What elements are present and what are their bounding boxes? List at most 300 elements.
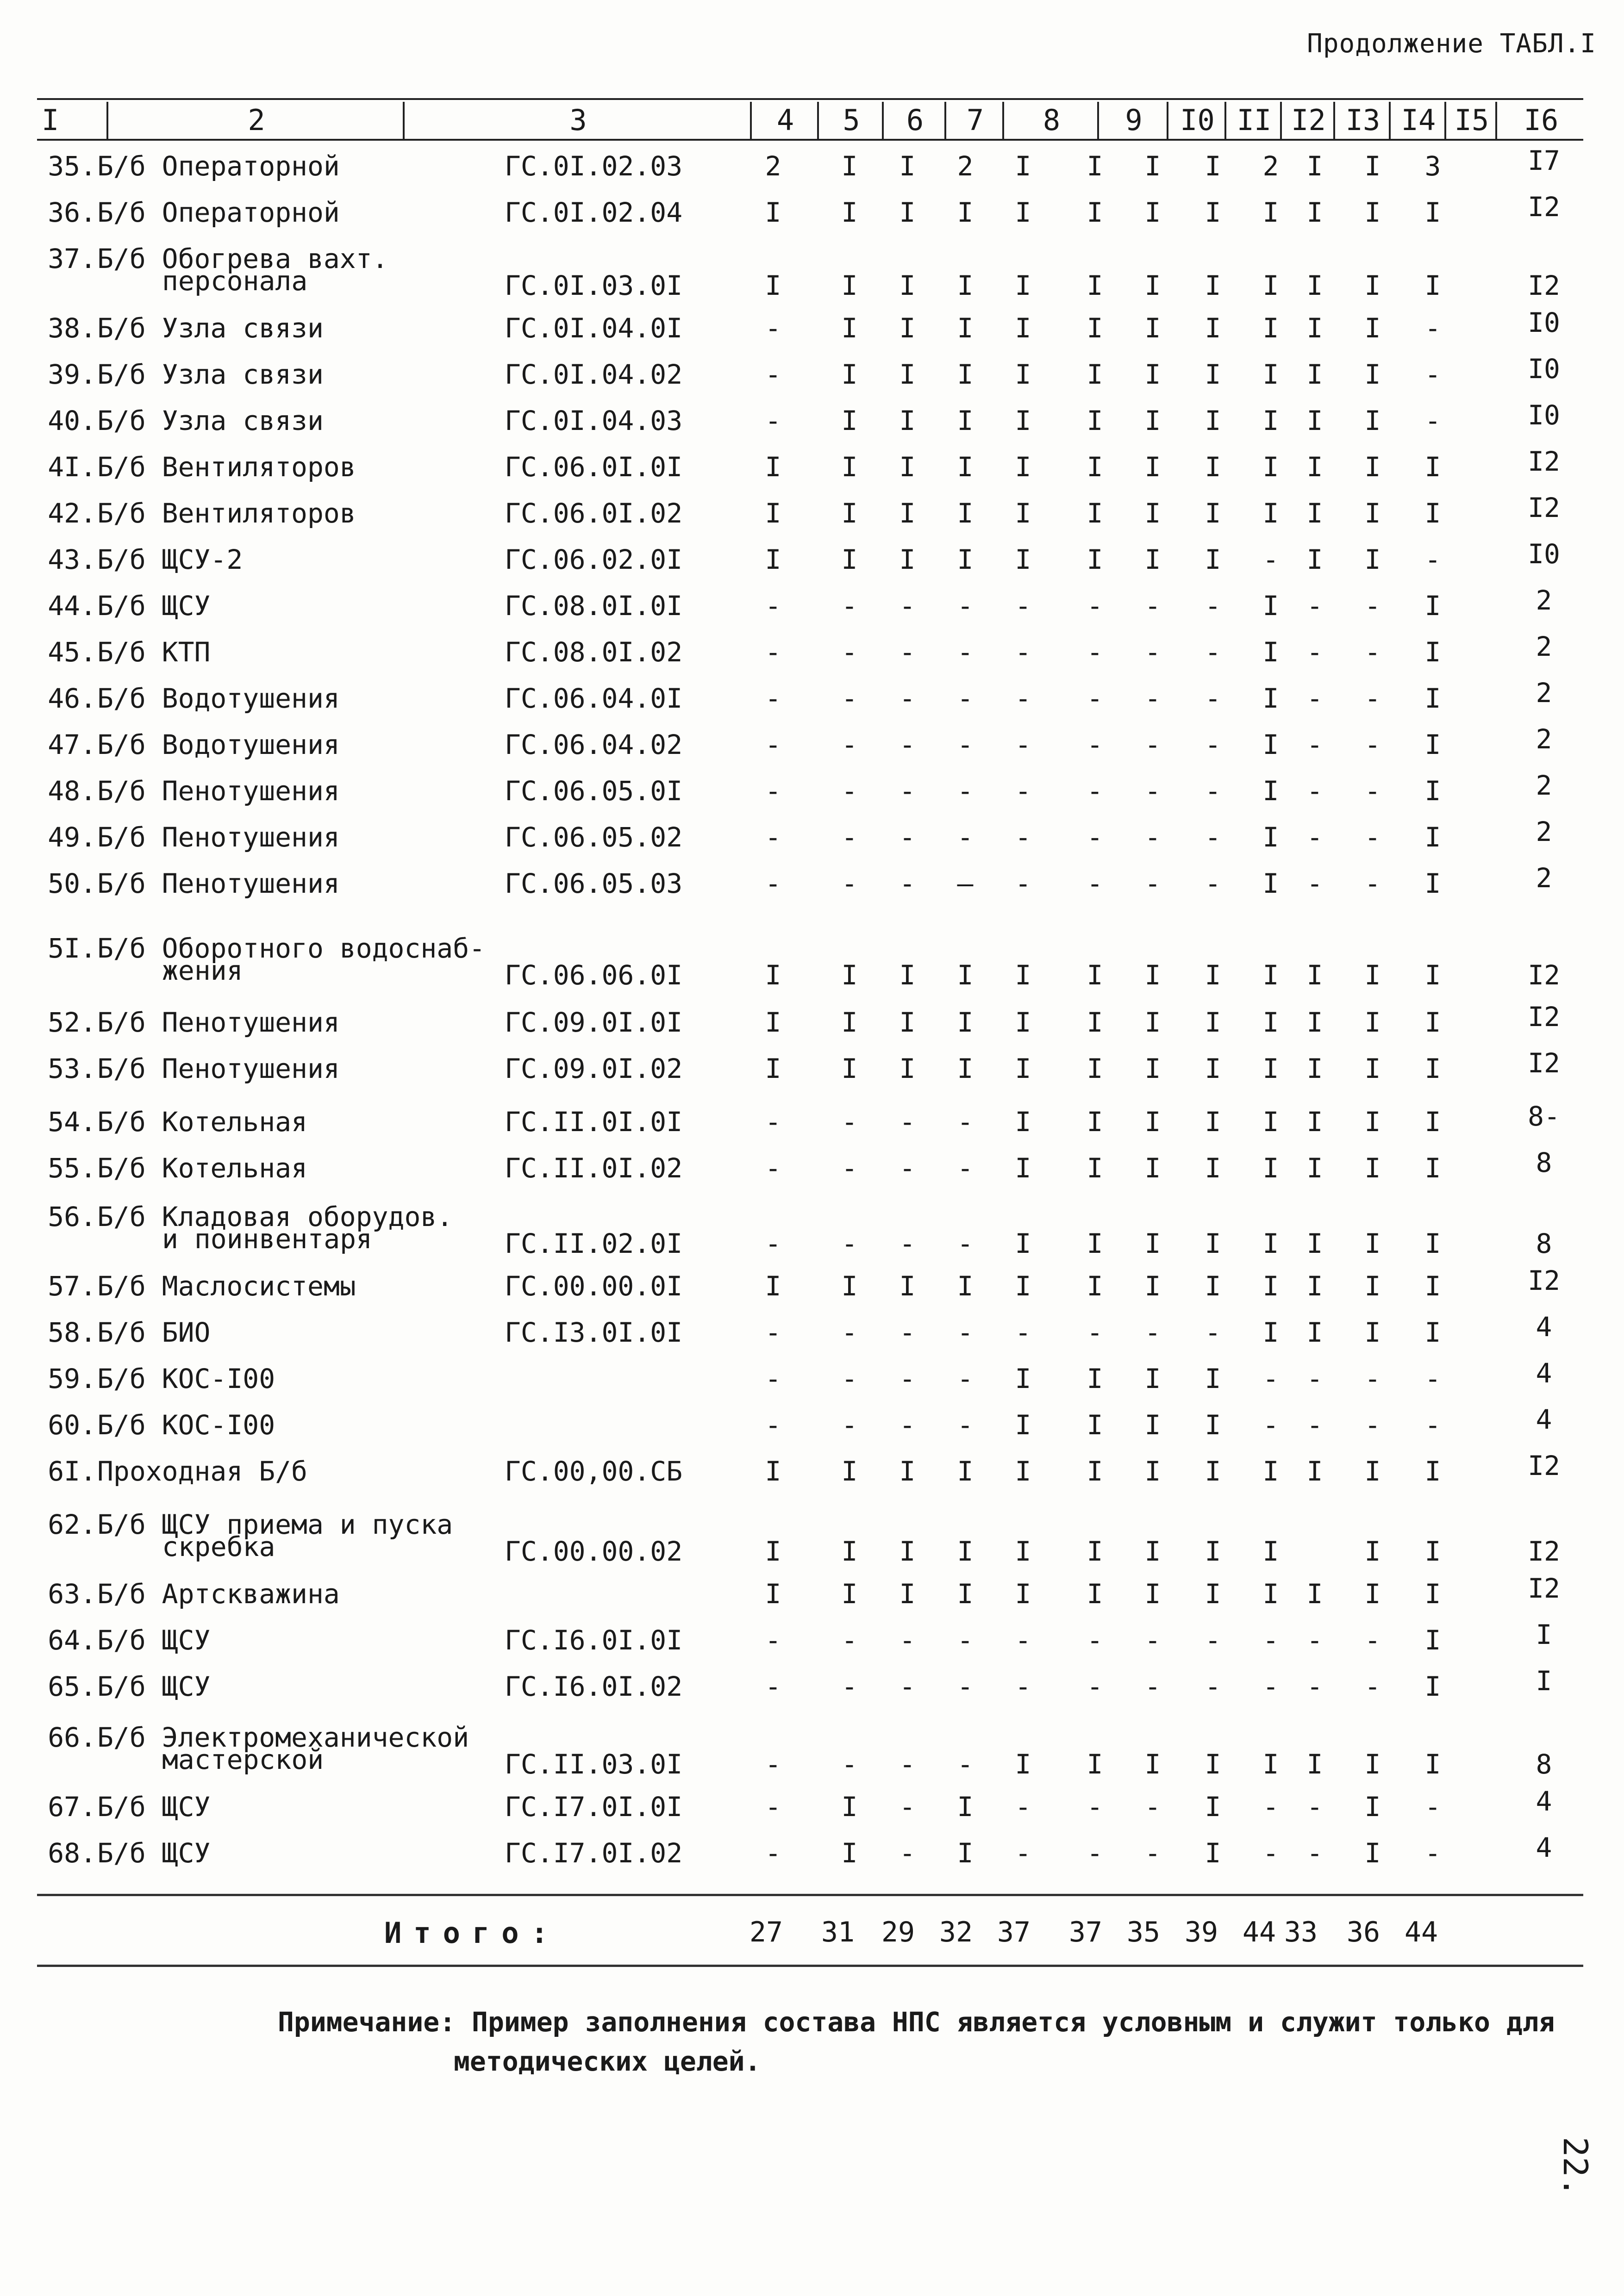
cell-col-9: - xyxy=(1087,1624,1103,1656)
cell-col-14: I xyxy=(1364,359,1381,390)
object-code: ГС.06.04.02 xyxy=(505,729,683,760)
cell-col-10: I xyxy=(1144,1106,1161,1138)
cell-col-10: I xyxy=(1144,359,1161,390)
row-total: I2 xyxy=(1528,492,1560,523)
cell-col-7: I xyxy=(957,312,974,344)
row-total: 4 xyxy=(1536,1357,1552,1389)
cell-col-10: I xyxy=(1144,405,1161,436)
row-total: I2 xyxy=(1528,1047,1560,1079)
cell-col-15: I xyxy=(1424,197,1441,228)
row-total: 2 xyxy=(1536,862,1552,894)
cell-col-11: I xyxy=(1205,1106,1221,1138)
cell-col-15: - xyxy=(1424,1409,1441,1441)
cell-col-5: I xyxy=(841,1270,858,1302)
object-name: Б/б ЩСУ xyxy=(97,1837,211,1869)
cell-col-10: I xyxy=(1144,1270,1161,1302)
object-code: ГС.00,00.СБ xyxy=(505,1456,683,1487)
cell-col-5: I xyxy=(841,544,858,575)
cell-col-15: I xyxy=(1424,1007,1441,1038)
cell-col-14: I xyxy=(1364,197,1381,228)
header-col-2: 2 xyxy=(106,102,405,139)
cell-col-7: - xyxy=(957,1228,974,1259)
cell-col-11: I xyxy=(1205,1152,1221,1184)
header-col-8: 8 xyxy=(1002,102,1099,139)
cell-col-11: I xyxy=(1205,1837,1221,1869)
cell-col-14: - xyxy=(1364,775,1381,807)
object-code: ГС.II.02.0I xyxy=(505,1228,683,1259)
row-number: 53. xyxy=(48,1053,96,1084)
cell-col-8: I xyxy=(1015,359,1031,390)
note-line-1: Примечание: Пример заполнения состава НПС является условным и служит только для xyxy=(278,2006,1555,2038)
cell-col-14: I xyxy=(1364,1578,1381,1610)
object-name: Б/б КОС-I00 xyxy=(97,1409,275,1441)
cell-col-6: - xyxy=(899,636,916,668)
cell-col-15: - xyxy=(1424,1837,1441,1869)
cell-col-11: I xyxy=(1205,1456,1221,1487)
cell-col-9: I xyxy=(1087,1007,1103,1038)
row-number: 54. xyxy=(48,1106,96,1138)
cell-col-7: - xyxy=(957,1624,974,1656)
object-name: Б/б Узла связи xyxy=(97,405,324,436)
cell-col-7: I xyxy=(957,1578,974,1610)
header-col-7: 7 xyxy=(944,102,1004,139)
table-header xyxy=(37,102,1583,139)
cell-col-9: I xyxy=(1087,405,1103,436)
cell-col-5: I xyxy=(841,312,858,344)
cell-col-4: - xyxy=(765,1748,781,1780)
cell-col-4: - xyxy=(765,359,781,390)
cell-col-11: I xyxy=(1205,1791,1221,1823)
cell-col-5: - xyxy=(841,1409,858,1441)
cell-col-15: I xyxy=(1424,498,1441,529)
cell-col-7: I xyxy=(957,1270,974,1302)
total-col-13: 33 xyxy=(1284,1916,1318,1948)
cell-col-15: I xyxy=(1424,1748,1441,1780)
cell-col-6: I xyxy=(899,150,916,182)
cell-col-11: - xyxy=(1205,1624,1221,1656)
cell-col-12: I xyxy=(1262,1536,1279,1567)
cell-col-4: - xyxy=(765,1791,781,1823)
cell-col-8: - xyxy=(1015,821,1031,853)
row-total: I2 xyxy=(1528,1001,1560,1033)
row-number: 57. xyxy=(48,1270,96,1302)
object-name: Б/б Водотушения xyxy=(97,683,340,714)
row-total: 2 xyxy=(1536,816,1552,847)
cell-col-15: I xyxy=(1424,868,1441,899)
cell-col-13: I xyxy=(1306,1578,1323,1610)
cell-col-10: I xyxy=(1144,1053,1161,1084)
cell-col-8: I xyxy=(1015,1578,1031,1610)
header-top-rule xyxy=(37,98,1583,100)
continuation-label: Продолжение ТАБЛ.I xyxy=(1307,29,1596,59)
row-number: 62. xyxy=(48,1509,96,1540)
cell-col-5: I xyxy=(841,498,858,529)
object-name: Б/б Пенотушения xyxy=(97,868,340,899)
cell-col-12: - xyxy=(1262,1363,1279,1394)
object-code: ГС.I6.0I.02 xyxy=(505,1671,683,1702)
cell-col-5: I xyxy=(841,150,858,182)
object-code: ГС.I3.0I.0I xyxy=(505,1317,683,1348)
cell-col-9: I xyxy=(1087,1270,1103,1302)
cell-col-9: - xyxy=(1087,683,1103,714)
cell-col-10: I xyxy=(1144,451,1161,483)
cell-col-12: I xyxy=(1262,1456,1279,1487)
cell-col-14: - xyxy=(1364,590,1381,622)
row-number: 46. xyxy=(48,683,96,714)
total-col-6: 29 xyxy=(881,1916,915,1948)
row-total: I xyxy=(1536,1665,1552,1697)
cell-col-11: - xyxy=(1205,868,1221,899)
cell-col-14: I xyxy=(1364,312,1381,344)
cell-col-14: - xyxy=(1364,1624,1381,1656)
header-col-3: 3 xyxy=(403,102,752,139)
cell-col-5: I xyxy=(841,1007,858,1038)
cell-col-6: - xyxy=(899,1317,916,1348)
row-number: 68. xyxy=(48,1837,96,1869)
cell-col-7: - xyxy=(957,1317,974,1348)
cell-col-4: - xyxy=(765,1409,781,1441)
cell-col-11: I xyxy=(1205,451,1221,483)
cell-col-13: - xyxy=(1306,683,1323,714)
cell-col-7: I xyxy=(957,1791,974,1823)
header-col-1: I xyxy=(42,103,59,137)
cell-col-12: I xyxy=(1262,590,1279,622)
cell-col-15: I xyxy=(1424,1578,1441,1610)
cell-col-15: I xyxy=(1424,1671,1441,1702)
cell-col-6: I xyxy=(899,451,916,483)
cell-col-8: I xyxy=(1015,150,1031,182)
cell-col-13: I xyxy=(1306,312,1323,344)
row-number: 63. xyxy=(48,1578,96,1610)
cell-col-12: - xyxy=(1262,1624,1279,1656)
cell-col-12: 2 xyxy=(1262,150,1279,182)
cell-col-10: - xyxy=(1144,868,1161,899)
cell-col-14: I xyxy=(1364,405,1381,436)
cell-col-4: - xyxy=(765,1152,781,1184)
cell-col-5: I xyxy=(841,1456,858,1487)
object-name: Б/б Пенотушения xyxy=(97,1053,340,1084)
cell-col-12: I xyxy=(1262,683,1279,714)
cell-col-5: - xyxy=(841,1152,858,1184)
cell-col-4: I xyxy=(765,270,781,301)
cell-col-7: - xyxy=(957,1106,974,1138)
cell-col-10: - xyxy=(1144,1671,1161,1702)
cell-col-14: - xyxy=(1364,1671,1381,1702)
cell-col-6: I xyxy=(899,1270,916,1302)
cell-col-13: - xyxy=(1306,1409,1323,1441)
cell-col-8: - xyxy=(1015,1837,1031,1869)
cell-col-4: I xyxy=(765,1270,781,1302)
cell-col-11: I xyxy=(1205,959,1221,991)
object-code: ГС.0I.04.0I xyxy=(505,312,683,344)
row-number: 56. xyxy=(48,1201,96,1232)
cell-col-7: - xyxy=(957,1363,974,1394)
row-number: 47. xyxy=(48,729,96,760)
cell-col-10: I xyxy=(1144,1007,1161,1038)
row-total: I2 xyxy=(1528,1536,1560,1567)
cell-col-9: I xyxy=(1087,1409,1103,1441)
row-number: 42. xyxy=(48,498,96,529)
cell-col-11: I xyxy=(1205,1578,1221,1610)
row-number: 39. xyxy=(48,359,96,390)
cell-col-11: I xyxy=(1205,1748,1221,1780)
cell-col-11: I xyxy=(1205,1007,1221,1038)
itogo-label: Итого: xyxy=(384,1916,560,1950)
cell-col-8: I xyxy=(1015,451,1031,483)
row-total: 4 xyxy=(1536,1311,1552,1343)
row-number: 48. xyxy=(48,775,96,807)
cell-col-9: I xyxy=(1087,1053,1103,1084)
cell-col-6: - xyxy=(899,683,916,714)
object-name-cont: мастерской xyxy=(162,1744,324,1775)
cell-col-6: - xyxy=(899,1409,916,1441)
cell-col-12: - xyxy=(1262,1409,1279,1441)
cell-col-4: I xyxy=(765,1578,781,1610)
cell-col-13: - xyxy=(1306,590,1323,622)
row-total: 8 xyxy=(1536,1147,1552,1178)
total-bottom-rule xyxy=(37,1965,1583,1967)
cell-col-12: I xyxy=(1262,1317,1279,1348)
cell-col-8: I xyxy=(1015,197,1031,228)
cell-col-9: - xyxy=(1087,1317,1103,1348)
row-total: 2 xyxy=(1536,585,1552,616)
cell-col-15: I xyxy=(1424,1228,1441,1259)
cell-col-4: - xyxy=(765,312,781,344)
row-total: I0 xyxy=(1528,399,1560,431)
cell-col-8: I xyxy=(1015,1363,1031,1394)
cell-col-12: I xyxy=(1262,312,1279,344)
row-total: 8- xyxy=(1528,1101,1560,1132)
cell-col-7: I xyxy=(957,197,974,228)
object-code: ГС.I6.0I.0I xyxy=(505,1624,683,1656)
cell-col-14: I xyxy=(1364,1228,1381,1259)
cell-col-8: - xyxy=(1015,590,1031,622)
cell-col-8: - xyxy=(1015,775,1031,807)
cell-col-15: I xyxy=(1424,959,1441,991)
cell-col-6: I xyxy=(899,1578,916,1610)
cell-col-13: - xyxy=(1306,868,1323,899)
object-name: Б/б Водотушения xyxy=(97,729,340,760)
cell-col-7: I xyxy=(957,498,974,529)
cell-col-10: - xyxy=(1144,1837,1161,1869)
cell-col-4: I xyxy=(765,1007,781,1038)
cell-col-12: I xyxy=(1262,1053,1279,1084)
cell-col-13: I xyxy=(1306,1748,1323,1780)
cell-col-9: - xyxy=(1087,636,1103,668)
total-col-7: 32 xyxy=(939,1916,973,1948)
cell-col-12: I xyxy=(1262,1106,1279,1138)
cell-col-4: - xyxy=(765,775,781,807)
cell-col-15: I xyxy=(1424,683,1441,714)
row-total: 8 xyxy=(1536,1228,1552,1259)
cell-col-10: I xyxy=(1144,1152,1161,1184)
cell-col-13: I xyxy=(1306,1106,1323,1138)
cell-col-15: I xyxy=(1424,1106,1441,1138)
cell-col-13: I xyxy=(1306,1270,1323,1302)
cell-col-9: - xyxy=(1087,729,1103,760)
cell-col-12: I xyxy=(1262,1270,1279,1302)
cell-col-4: - xyxy=(765,1317,781,1348)
cell-col-10: I xyxy=(1144,1536,1161,1567)
row-number: 44. xyxy=(48,590,96,622)
cell-col-14: - xyxy=(1364,636,1381,668)
cell-col-7: - xyxy=(957,821,974,853)
cell-col-5: I xyxy=(841,405,858,436)
row-total: 4 xyxy=(1536,1832,1552,1863)
header-col-16: I6 xyxy=(1495,102,1585,139)
cell-col-10: - xyxy=(1144,683,1161,714)
object-name-cont: жения xyxy=(162,955,243,986)
row-total: 8 xyxy=(1536,1748,1552,1780)
cell-col-14: - xyxy=(1364,821,1381,853)
object-name-cont: и поинвентаря xyxy=(162,1223,372,1255)
cell-col-6: - xyxy=(899,729,916,760)
cell-col-13: - xyxy=(1306,1837,1323,1869)
cell-col-15: I xyxy=(1424,1053,1441,1084)
cell-col-8: I xyxy=(1015,270,1031,301)
cell-col-11: I xyxy=(1205,197,1221,228)
cell-col-8: I xyxy=(1015,1270,1031,1302)
cell-col-9: I xyxy=(1087,1152,1103,1184)
cell-col-4: - xyxy=(765,1228,781,1259)
header-col-13: I3 xyxy=(1333,102,1391,139)
cell-col-5: - xyxy=(841,1317,858,1348)
cell-col-8: I xyxy=(1015,1456,1031,1487)
cell-col-5: I xyxy=(841,359,858,390)
row-total: I xyxy=(1536,1619,1552,1650)
object-name: Б/б Маслосистемы xyxy=(97,1270,356,1302)
cell-col-6: - xyxy=(899,590,916,622)
row-total: I0 xyxy=(1528,307,1560,338)
cell-col-11: I xyxy=(1205,1053,1221,1084)
object-code: ГС.0I.02.03 xyxy=(505,150,683,182)
row-total: 2 xyxy=(1536,631,1552,662)
cell-col-9: I xyxy=(1087,498,1103,529)
cell-col-11: I xyxy=(1205,1228,1221,1259)
cell-col-9: - xyxy=(1087,590,1103,622)
row-number: 6I. xyxy=(48,1456,96,1487)
cell-col-10: I xyxy=(1144,270,1161,301)
object-name: Б/б БИО xyxy=(97,1317,211,1348)
cell-col-15: - xyxy=(1424,359,1441,390)
cell-col-13: I xyxy=(1306,270,1323,301)
row-number: 60. xyxy=(48,1409,96,1441)
object-code: ГС.06.04.0I xyxy=(505,683,683,714)
cell-col-4: 2 xyxy=(765,150,781,182)
cell-col-4: - xyxy=(765,405,781,436)
cell-col-10: I xyxy=(1144,1456,1161,1487)
cell-col-14: I xyxy=(1364,1152,1381,1184)
row-total: I2 xyxy=(1528,270,1560,301)
cell-col-15: I xyxy=(1424,636,1441,668)
cell-col-15: - xyxy=(1424,544,1441,575)
cell-col-4: - xyxy=(765,636,781,668)
cell-col-5: - xyxy=(841,1228,858,1259)
cell-col-10: I xyxy=(1144,1228,1161,1259)
cell-col-15: I xyxy=(1424,1624,1441,1656)
cell-col-6: I xyxy=(899,498,916,529)
cell-col-10: - xyxy=(1144,636,1161,668)
row-total: 2 xyxy=(1536,770,1552,801)
cell-col-6: - xyxy=(899,1671,916,1702)
cell-col-12: I xyxy=(1262,959,1279,991)
row-total: 4 xyxy=(1536,1786,1552,1817)
cell-col-13: I xyxy=(1306,197,1323,228)
row-number: 38. xyxy=(48,312,96,344)
cell-col-10: I xyxy=(1144,150,1161,182)
cell-col-10: I xyxy=(1144,197,1161,228)
cell-col-13: I xyxy=(1306,959,1323,991)
cell-col-11: - xyxy=(1205,636,1221,668)
cell-col-6: I xyxy=(899,270,916,301)
cell-col-13: I xyxy=(1306,150,1323,182)
cell-col-4: I xyxy=(765,1053,781,1084)
cell-col-9: - xyxy=(1087,1837,1103,1869)
cell-col-5: I xyxy=(841,1791,858,1823)
cell-col-12: I xyxy=(1262,359,1279,390)
cell-col-6: - xyxy=(899,1228,916,1259)
cell-col-5: I xyxy=(841,270,858,301)
cell-col-5: - xyxy=(841,1363,858,1394)
total-col-4: 27 xyxy=(749,1916,783,1948)
cell-col-13: - xyxy=(1306,636,1323,668)
cell-col-13: I xyxy=(1306,1053,1323,1084)
cell-col-15: I xyxy=(1424,1456,1441,1487)
row-total: I0 xyxy=(1528,353,1560,385)
cell-col-4: - xyxy=(765,868,781,899)
cell-col-7: I xyxy=(957,1837,974,1869)
cell-col-11: I xyxy=(1205,359,1221,390)
cell-col-9: - xyxy=(1087,821,1103,853)
row-number: 4I. xyxy=(48,451,96,483)
object-name: Б/б Котельная xyxy=(97,1106,307,1138)
object-code: ГС.0I.04.03 xyxy=(505,405,683,436)
row-number: 40. xyxy=(48,405,96,436)
cell-col-12: I xyxy=(1262,405,1279,436)
cell-col-14: I xyxy=(1364,451,1381,483)
cell-col-8: - xyxy=(1015,1791,1031,1823)
cell-col-7: I xyxy=(957,451,974,483)
cell-col-14: - xyxy=(1364,729,1381,760)
cell-col-12: I xyxy=(1262,636,1279,668)
cell-col-6: I xyxy=(899,1007,916,1038)
cell-col-9: I xyxy=(1087,1228,1103,1259)
cell-col-13: I xyxy=(1306,498,1323,529)
cell-col-9: - xyxy=(1087,1671,1103,1702)
cell-col-14: I xyxy=(1364,1053,1381,1084)
cell-col-5: - xyxy=(841,636,858,668)
cell-col-6: I xyxy=(899,959,916,991)
cell-col-12: I xyxy=(1262,1007,1279,1038)
cell-col-5: I xyxy=(841,197,858,228)
cell-col-4: - xyxy=(765,821,781,853)
object-code: ГС.II.0I.02 xyxy=(505,1152,683,1184)
cell-col-8: - xyxy=(1015,868,1031,899)
cell-col-8: I xyxy=(1015,959,1031,991)
object-name: Б/б ЩСУ xyxy=(97,1671,211,1702)
object-name: Б/б КТП xyxy=(97,636,211,668)
cell-col-5: - xyxy=(841,1748,858,1780)
cell-col-12: I xyxy=(1262,1748,1279,1780)
cell-col-7: — xyxy=(957,868,974,899)
cell-col-15: I xyxy=(1424,1317,1441,1348)
row-total: I2 xyxy=(1528,191,1560,223)
cell-col-9: I xyxy=(1087,312,1103,344)
cell-col-6: - xyxy=(899,1363,916,1394)
cell-col-15: I xyxy=(1424,590,1441,622)
cell-col-7: - xyxy=(957,1671,974,1702)
cell-col-6: - xyxy=(899,775,916,807)
